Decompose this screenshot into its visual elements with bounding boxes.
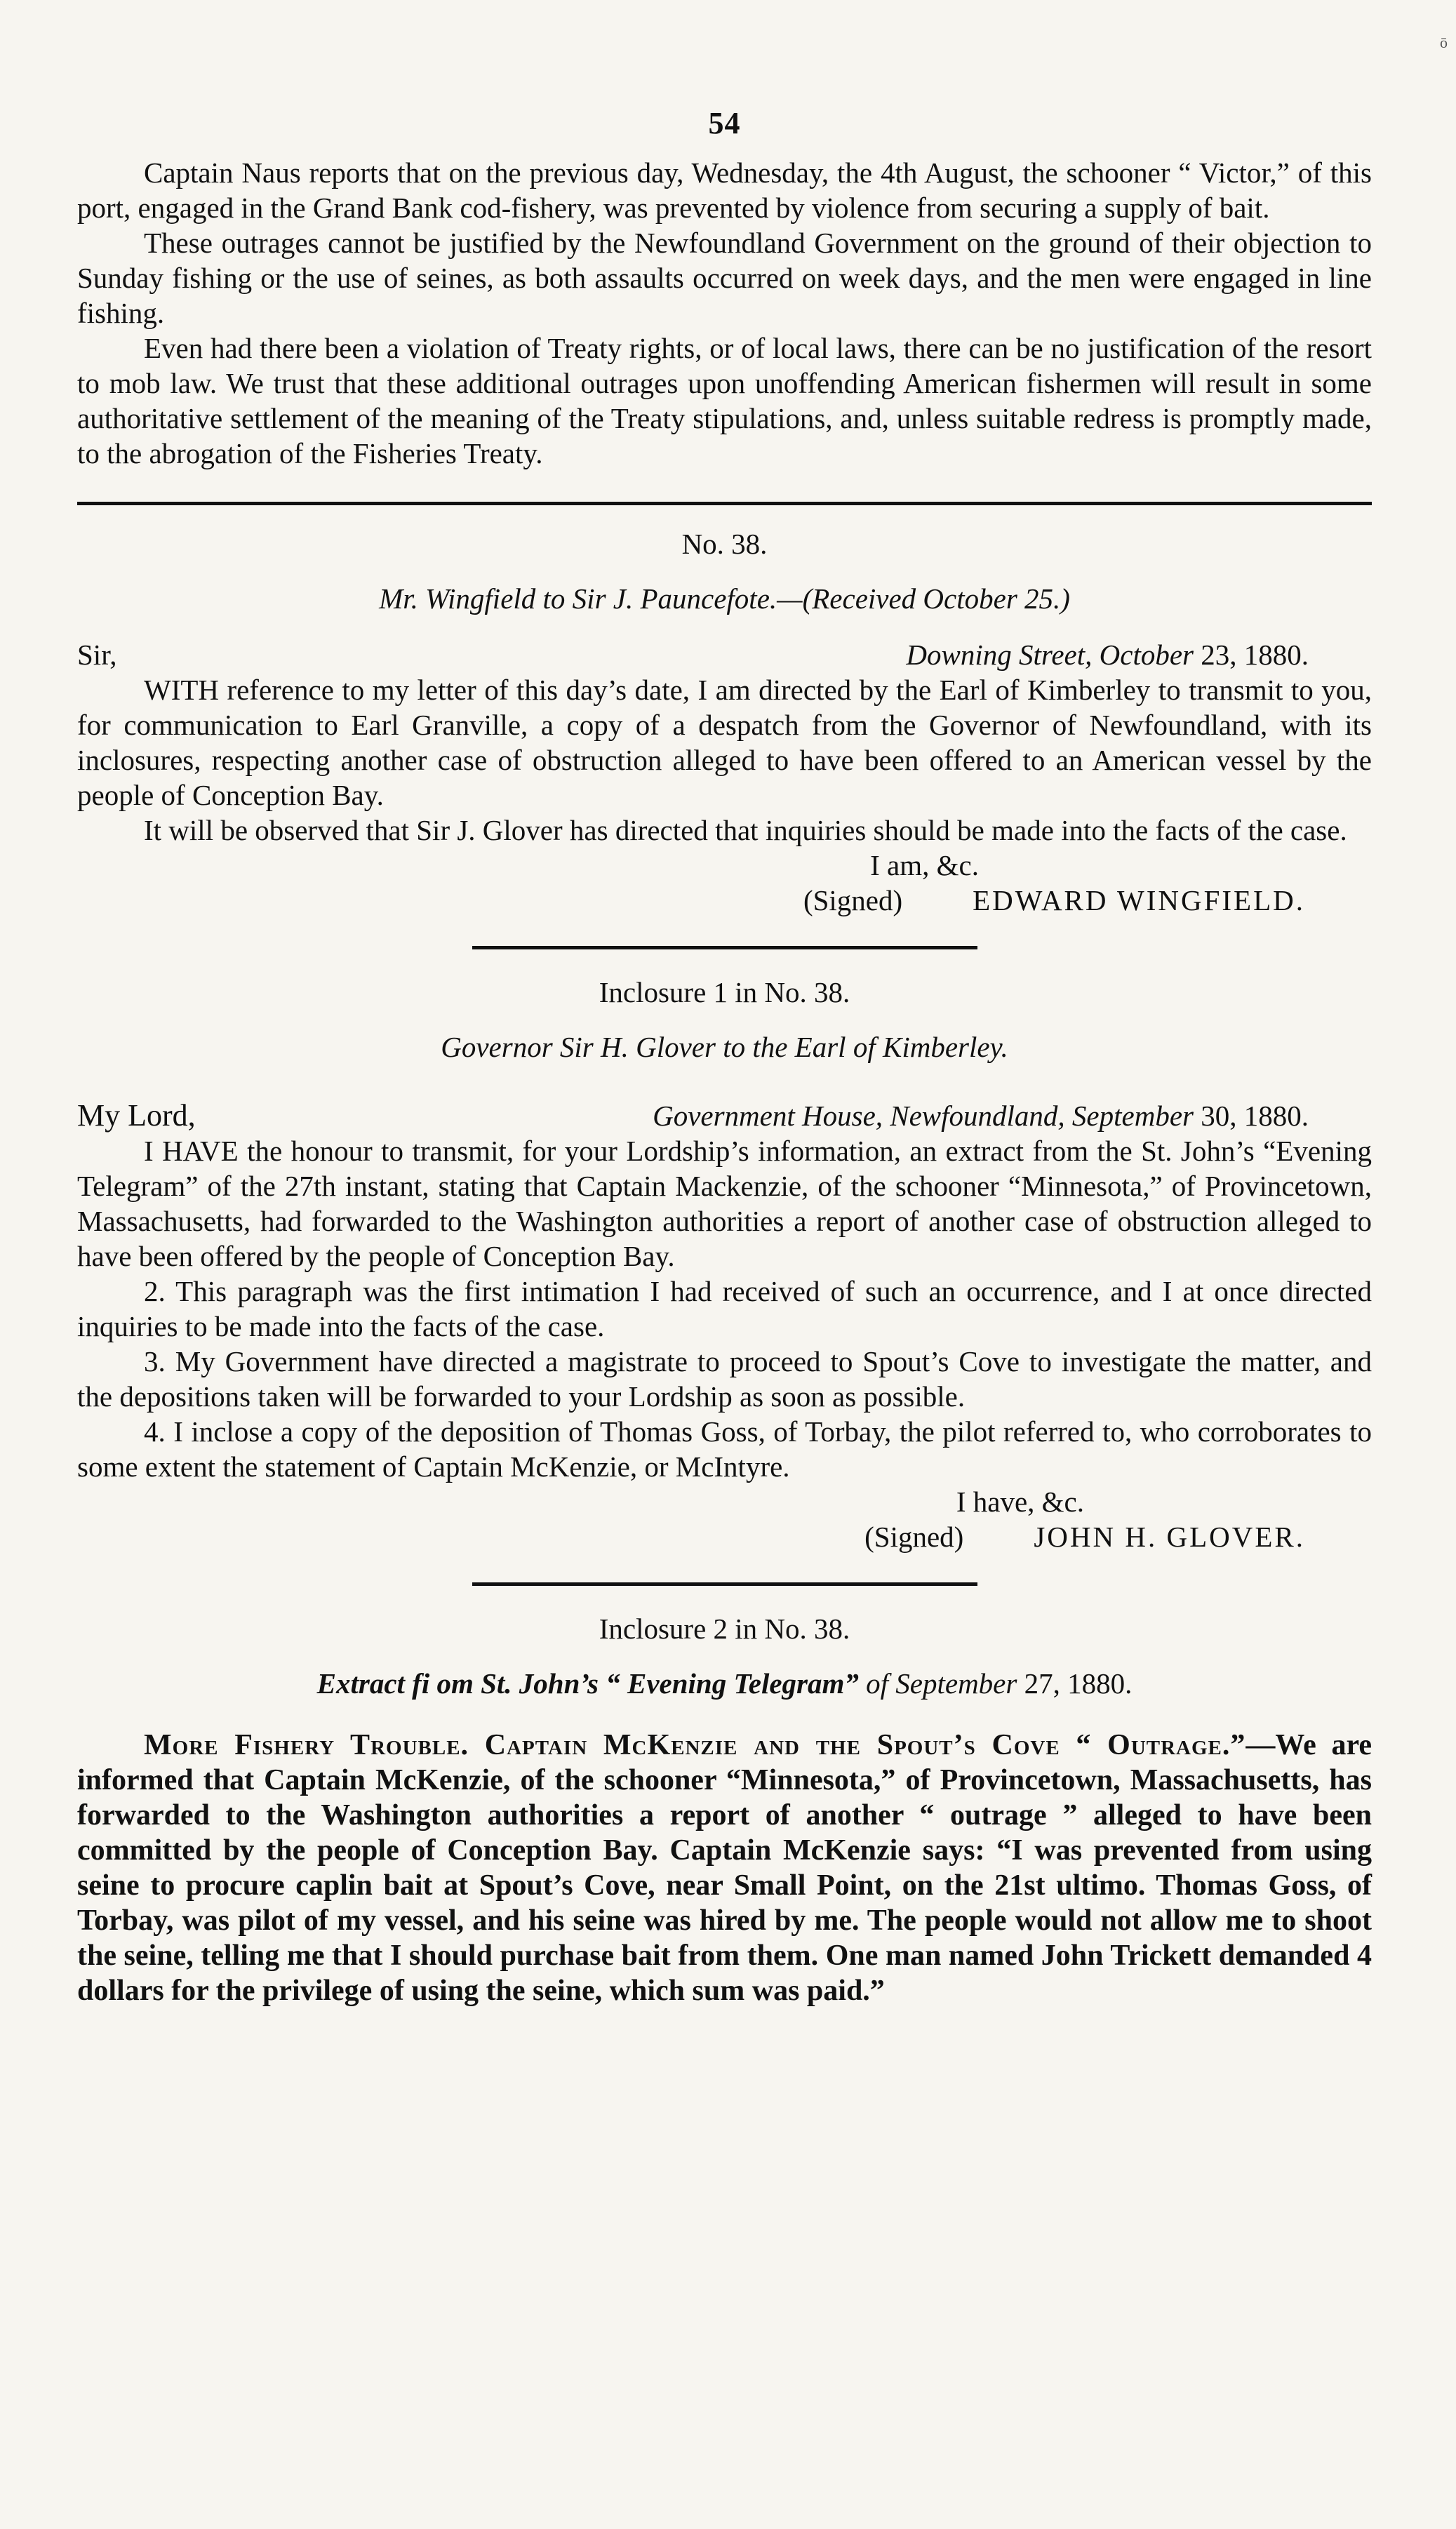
extract-paragraph xyxy=(77,1728,1372,2008)
date-day-year: 23, 1880. xyxy=(1194,639,1309,671)
extract-title-month: September xyxy=(895,1667,1017,1700)
date-month: October xyxy=(1099,639,1194,671)
section-divider-short xyxy=(472,1582,977,1586)
document-title-received: —(Received October 25.) xyxy=(777,582,1070,615)
signer-name: EDWARD WINGFIELD. xyxy=(973,884,1305,916)
intro-paragraph-3: Even had there been a violation of Treaty rights, or of local laws, there can be no justification of the resort to mob law. We trust that these additional outrages upon unoffending American fishermen will result in some authoritative settlement of the meaning of the Treaty stipulations, and, unless suitable redress is promptly made, to the abrogation of the Fisheries Treaty. xyxy=(77,332,1372,469)
dateline xyxy=(77,1098,1372,1133)
section-divider-short xyxy=(472,946,977,949)
signed-label: (Signed) xyxy=(803,884,903,916)
extract-lead-in: More Fishery Trouble. Captain McKenzie and the Spout’s Cove “ Outrage.” xyxy=(144,1729,1246,1761)
date-place-street: Downing Street, xyxy=(906,639,1093,671)
intro-paragraph-1: Captain Naus reports that on the previous day, Wednesday, the 4th August, the schooner “ Victor,” of this port, engaged in the Grand Bank cod-fishery, was prevented by violence from securing a supply of bait. xyxy=(77,156,1372,224)
document-38 xyxy=(77,526,1372,918)
document-page xyxy=(77,105,1372,2008)
inclosure-1-paragraph-4: 4. I inclose a copy of the deposition of Thomas Goss, of Torbay, the pilot referred to, who corroborates to some extent the statement of Captain McKenzie, or McIntyre. xyxy=(77,1415,1372,1483)
inclosure-heading: Inclosure 2 in No. 38. xyxy=(599,1613,850,1645)
closing: I am, &c. xyxy=(870,849,979,881)
extract-title-of: of xyxy=(858,1667,896,1700)
closing: I have, &c. xyxy=(956,1486,1084,1518)
inclosure-heading: Inclosure 1 in No. 38. xyxy=(599,976,850,1008)
document-number: No. 38. xyxy=(681,528,768,560)
document-38-paragraph-2: It will be observed that Sir J. Glover has directed that inquiries should be made into the facts of the case. xyxy=(144,814,1347,846)
dateline xyxy=(77,637,1372,672)
inclosure-1 xyxy=(77,975,1372,1554)
intro-section xyxy=(77,155,1372,471)
date-day-year: 30, 1880. xyxy=(1194,1100,1309,1132)
signed-label: (Signed) xyxy=(864,1521,964,1553)
margin-mark: ō xyxy=(1440,34,1448,51)
signer-name: JOHN H. GLOVER. xyxy=(1034,1521,1305,1553)
signature-line xyxy=(77,1519,1372,1554)
section-divider-full xyxy=(77,502,1372,505)
extract-body xyxy=(77,1728,1372,2008)
extract-title xyxy=(77,1666,1372,1701)
extract-text: —We are informed that Captain McKenzie, of the schooner “Minnesota,” of Provincetown, Massachusetts, has forwarded to the Washington authorities a report of another “ outrage ” alleged to have been committed by the people of Conception Bay. Captain McKenzie says: “I was prevented from using seine to procure caplin bait at Spout’s Cove, near Small Point, on the 21st ultimo. Thomas Goss, of Torbay, was pilot of my vessel, and his seine was hired by me. The people would not allow me to shoot the seine, telling me that I should purchase bait from them. One man named John Trickett demanded 4 dollars for the privilege of using the seine, which sum was paid.” xyxy=(77,1729,1372,2007)
date-place xyxy=(906,637,1372,672)
inclosure-title: Governor Sir H. Glover to the Earl of Kimberley. xyxy=(441,1031,1008,1063)
date-place xyxy=(653,1098,1372,1133)
salutation: Sir, xyxy=(77,639,117,671)
inclosure-2 xyxy=(77,1611,1372,2008)
signature-line xyxy=(77,883,1372,918)
inclosure-1-paragraph-3: 3. My Government have directed a magistrate to proceed to Spout’s Cove to investigate the matter, and the depositions taken will be forwarded to your Lordship as soon as possible. xyxy=(77,1345,1372,1413)
intro-paragraph-2: These outrages cannot be justified by the Newfoundland Government on the ground of their objection to Sunday fishing or the use of seines, as both assaults occurred on week days, and the men were engaged in line fishing. xyxy=(77,227,1372,329)
salutation: My Lord, xyxy=(77,1098,196,1133)
inclosure-1-paragraph-2: 2. This paragraph was the first intimation I had received of such an occurrence, and I at once directed inquiries to be made into the facts of the case. xyxy=(77,1275,1372,1342)
inclosure-1-paragraph-1: I HAVE the honour to transmit, for your Lordship’s information, an extract from the St. John’s “Evening Telegram” of the 27th instant, stating that Captain Mackenzie, of the schooner “Minnesota,” of Provincetown, Massachusetts, had forwarded to the Washington authorities a report of another case of obstruction alleged to have been offered by the people of Conception Bay. xyxy=(77,1135,1372,1272)
extract-title-source: Extract fi om St. John’s “ Evening Telegram” xyxy=(316,1667,859,1700)
document-38-paragraph-1: WITH reference to my letter of this day’s date, I am directed by the Earl of Kimberley to transmit to you, for communication to Earl Granville, a copy of a despatch from the Governor of Newfoundland, with its inclosures, respecting another case of obstruction alleged to have been offered to an American vessel by the people of Conception Bay. xyxy=(77,674,1372,811)
date-place-house: Government House, Newfoundland, September xyxy=(653,1100,1194,1132)
extract-title-date: 27, 1880. xyxy=(1017,1667,1133,1700)
document-title-main: Mr. Wingfield to Sir J. Pauncefote. xyxy=(379,582,777,615)
document-title xyxy=(77,581,1372,616)
page-number: 54 xyxy=(708,106,741,140)
